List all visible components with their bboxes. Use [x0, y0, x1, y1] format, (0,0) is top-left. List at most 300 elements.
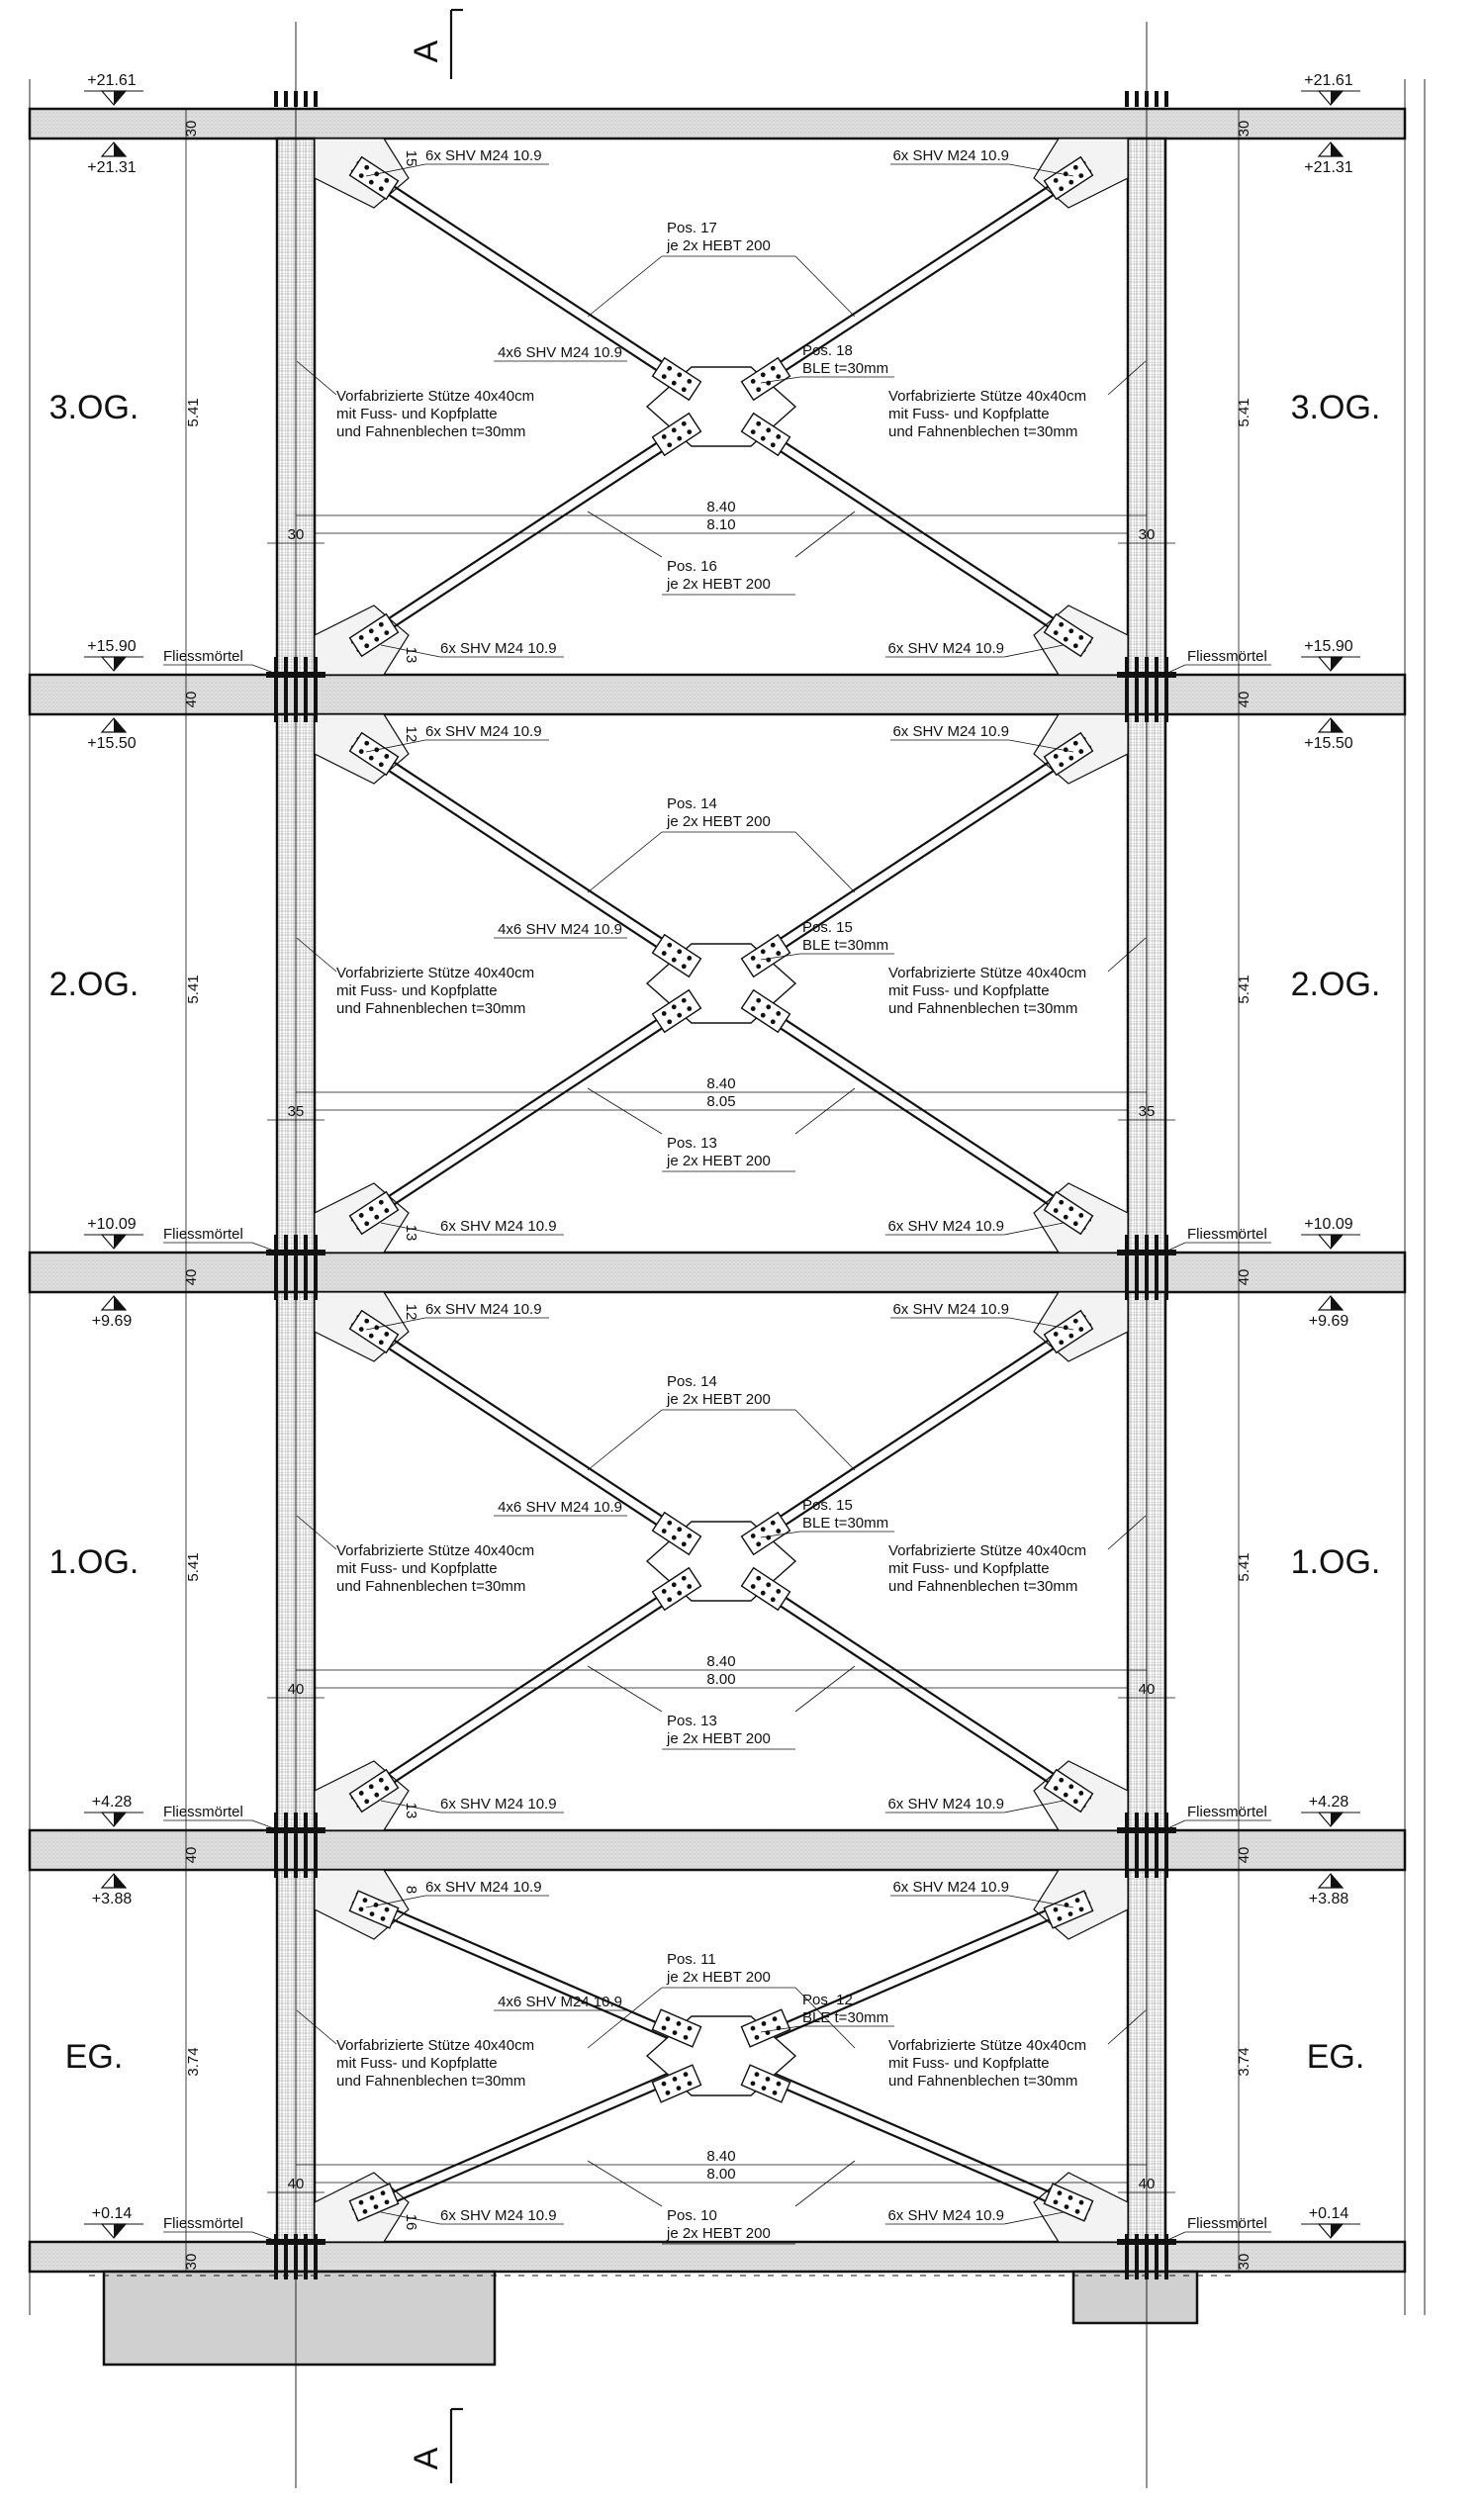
top-anchor — [294, 1235, 298, 1251]
bolt — [379, 762, 384, 767]
bolt — [766, 427, 771, 432]
bolt — [667, 1597, 672, 1602]
upper-diagonal-profile: je 2x HEBT 200 — [667, 1391, 771, 1408]
bolt — [1073, 741, 1078, 746]
col-width-right: 40 — [1138, 1681, 1156, 1698]
node-plate-label: BLE t=30mm — [802, 937, 889, 954]
bolt — [771, 1597, 776, 1602]
bolt — [369, 1784, 374, 1789]
node-plate-label: BLE t=30mm — [802, 2009, 889, 2026]
bolt — [687, 1584, 692, 1589]
bolt — [688, 2026, 693, 2031]
col-width-left: 35 — [287, 1103, 305, 1120]
bolt — [379, 622, 384, 627]
bolt — [1058, 1916, 1063, 1921]
bolt — [761, 372, 766, 377]
top-anchor — [1145, 91, 1149, 107]
level-value: +21.31 — [87, 159, 137, 176]
span-clear-value: 8.05 — [706, 1093, 736, 1110]
bolt — [1073, 1221, 1078, 1226]
level-value: +4.28 — [1308, 1794, 1349, 1811]
leader — [795, 1666, 855, 1712]
bolt — [756, 998, 761, 1003]
span-axis-value: 8.40 — [706, 2148, 736, 2165]
top-anchor — [274, 1235, 278, 1251]
bolt — [662, 1011, 667, 1016]
bolt — [359, 173, 364, 178]
bolt — [662, 2082, 667, 2087]
top-anchor — [294, 657, 298, 673]
bolt — [771, 1521, 776, 1526]
floor-slab — [30, 1253, 1405, 1292]
leader — [795, 512, 855, 557]
node-pos: Pos. 18 — [802, 342, 853, 359]
bolt — [1079, 1906, 1084, 1911]
mortar-label-left: Fliessmörtel — [163, 1226, 243, 1243]
bolt — [1054, 1786, 1059, 1791]
bolt — [384, 1786, 389, 1791]
top-left-bolt-label: 6x SHV M24 10.9 — [425, 147, 542, 164]
top-anchor — [314, 1235, 318, 1251]
bolt — [766, 1004, 771, 1009]
level-value: +21.61 — [1304, 72, 1353, 89]
storey-3 — [49, 714, 1381, 1253]
slab-thickness: 40 — [183, 1846, 200, 1864]
column-note-right: und Fahnenblechen t=30mm — [888, 1578, 1078, 1595]
slab-thickness: 30 — [1236, 120, 1252, 138]
foundations — [89, 2272, 1231, 2365]
bolt — [762, 2021, 767, 2026]
storey-1 — [65, 1870, 1365, 2244]
leader — [588, 512, 662, 557]
top-anchor — [304, 1813, 308, 1828]
bolt — [384, 1332, 389, 1337]
top-anchor — [314, 91, 318, 107]
storey-height: 5.41 — [185, 975, 202, 1004]
top-anchor — [1135, 657, 1139, 673]
gusset-dim-bottom: 13 — [403, 646, 419, 664]
bolt — [667, 1521, 672, 1526]
bolt — [370, 2195, 375, 2200]
column-note-right: mit Fuss- und Kopfplatte — [888, 1560, 1050, 1577]
floor-label: EG. — [64, 2038, 124, 2076]
top-anchor — [1164, 1813, 1168, 1828]
level-value: +10.09 — [1304, 1216, 1353, 1233]
column-note-left: Vorfabrizierte Stütze 40x40cm — [336, 965, 535, 981]
bolt — [662, 434, 667, 439]
bolt — [379, 1200, 384, 1205]
bolt — [776, 1589, 781, 1594]
level-marker — [84, 1794, 143, 1826]
bolt — [687, 1006, 692, 1011]
top-anchor — [1145, 657, 1149, 673]
bolt — [1059, 622, 1064, 627]
top-anchor — [1135, 1813, 1139, 1828]
bolt — [672, 427, 677, 432]
column-note-left: Vorfabrizierte Stütze 40x40cm — [336, 2037, 535, 2054]
bolt — [1054, 1332, 1059, 1337]
top-anchor — [1145, 1235, 1149, 1251]
bolt — [1073, 1319, 1078, 1324]
section-label-top: A — [408, 40, 445, 63]
span-clear-value: 8.00 — [706, 2166, 736, 2183]
bolt — [1068, 180, 1073, 185]
lower-diagonal-profile: je 2x HEBT 200 — [667, 2225, 771, 2242]
leader — [588, 832, 662, 892]
bolt — [667, 1019, 672, 1024]
bolt — [776, 951, 781, 956]
top-anchor — [284, 1235, 288, 1251]
bolt — [688, 2081, 693, 2086]
bolt — [756, 387, 761, 392]
floor-slab — [30, 1830, 1405, 1870]
bolt — [364, 643, 369, 648]
gusset-dim-top: 15 — [403, 149, 419, 167]
bolt — [1054, 630, 1059, 635]
top-anchor — [304, 91, 308, 107]
level-marker — [1304, 718, 1352, 752]
column-note-right: Vorfabrizierte Stütze 40x40cm — [888, 965, 1087, 981]
floor-label: 1.OG. — [48, 1543, 139, 1581]
bolt — [1079, 2200, 1084, 2205]
column-note-left: Vorfabrizierte Stütze 40x40cm — [336, 1542, 535, 1559]
bolt — [359, 749, 364, 754]
bolt — [1073, 1799, 1078, 1804]
level-value: +15.50 — [87, 735, 137, 752]
bolt — [662, 951, 667, 956]
bolt — [666, 2016, 671, 2021]
bolt — [682, 1576, 687, 1581]
bolt — [662, 1529, 667, 1534]
base-plate — [266, 2239, 325, 2245]
mortar-label-left: Fliessmörtel — [163, 2215, 243, 2232]
bracing — [49, 139, 1381, 2244]
bolt — [762, 2086, 767, 2091]
node-plate-label: BLE t=30mm — [802, 360, 889, 377]
column-note-right: und Fahnenblechen t=30mm — [888, 423, 1078, 440]
section-label-bottom: A — [408, 2447, 445, 2470]
top-anchor — [1125, 657, 1129, 673]
bolt — [1068, 1206, 1073, 1211]
bolt — [677, 436, 682, 441]
bolt — [751, 429, 756, 434]
bolt — [369, 628, 374, 633]
bolt — [384, 1208, 389, 1213]
bolt — [677, 1527, 682, 1532]
bolt — [374, 2204, 379, 2209]
bolt — [662, 2025, 667, 2030]
slab-thickness: 40 — [183, 691, 200, 708]
bolt — [359, 1906, 364, 1911]
bolt — [1068, 1784, 1073, 1789]
upper-diagonal-pos: Pos. 11 — [667, 1951, 716, 1968]
level-marker — [84, 2205, 143, 2238]
floor-slab — [30, 675, 1405, 714]
bolt — [682, 964, 687, 969]
mortar-label-left: Fliessmörtel — [163, 1804, 243, 1820]
column-note-right: Vorfabrizierte Stütze 40x40cm — [888, 388, 1087, 405]
bolt — [776, 1011, 781, 1016]
level-marker — [1309, 1874, 1349, 1907]
bolt — [756, 1541, 761, 1546]
upper-diagonal-profile: je 2x HEBT 200 — [667, 1969, 771, 1986]
bolt — [673, 2077, 678, 2082]
level-value: +15.90 — [1304, 638, 1353, 655]
col-width-right: 30 — [1138, 526, 1156, 543]
bottom-right-bolt-label: 6x SHV M24 10.9 — [887, 2207, 1004, 2224]
bolt — [1059, 1340, 1064, 1345]
bolt — [662, 1589, 667, 1594]
bolt — [751, 2081, 756, 2086]
bolt — [364, 741, 369, 746]
storey-height: 5.41 — [1236, 1552, 1252, 1582]
top-anchor — [284, 657, 288, 673]
bolt — [369, 1206, 374, 1211]
bolt — [761, 1013, 766, 1018]
bolt — [755, 2072, 760, 2077]
bolt — [677, 1591, 682, 1596]
top-right-bolt-label: 6x SHV M24 10.9 — [892, 147, 1009, 164]
foundation-left — [104, 2272, 495, 2365]
bolt — [761, 949, 766, 954]
leader — [588, 1088, 662, 1134]
mortar-label-right: Fliessmörtel — [1187, 648, 1267, 665]
column-note-left: mit Fuss- und Kopfplatte — [336, 2055, 498, 2072]
storey-height: 5.41 — [185, 398, 202, 427]
bolt — [672, 1004, 677, 1009]
slab-thickness: 40 — [1236, 1268, 1252, 1286]
bolt — [672, 1535, 677, 1540]
top-left-bolt-label: 6x SHV M24 10.9 — [425, 1879, 542, 1896]
level-marker — [1301, 1216, 1360, 1249]
top-anchor — [304, 1235, 308, 1251]
top-anchor — [274, 657, 278, 673]
top-left-bolt-label: 6x SHV M24 10.9 — [425, 1301, 542, 1318]
gusset-dim-bottom: 13 — [403, 1802, 419, 1819]
bolt — [1073, 165, 1078, 170]
bolt — [1075, 1898, 1080, 1903]
bolt — [682, 1541, 687, 1546]
bolt — [359, 635, 364, 640]
bolt — [755, 2035, 760, 2040]
bolt — [766, 2077, 771, 2082]
node-bolt-label: 4x6 SHV M24 10.9 — [498, 921, 622, 938]
top-anchor — [284, 91, 288, 107]
bolt — [751, 1006, 756, 1011]
top-anchor — [1155, 1813, 1159, 1828]
bolt — [756, 421, 761, 426]
top-anchor — [294, 91, 298, 107]
leader — [588, 1666, 662, 1712]
bolt — [684, 2035, 689, 2040]
slab-thickness: 40 — [1236, 1846, 1252, 1864]
gusset-dim-top: 12 — [403, 725, 419, 743]
bolt — [359, 2200, 364, 2205]
mortar-label-right: Fliessmörtel — [1187, 1226, 1267, 1243]
bolt — [1064, 747, 1068, 752]
floor-label: 3.OG. — [48, 389, 139, 426]
bolt — [381, 1916, 386, 1921]
bolt — [369, 756, 374, 761]
level-marker — [1301, 2205, 1360, 2238]
top-anchor — [1164, 1235, 1168, 1251]
bolt — [687, 956, 692, 961]
storey-4 — [49, 139, 1381, 675]
bolt — [379, 1340, 384, 1345]
gusset-dim-bottom: 16 — [403, 2213, 419, 2231]
span-axis-value: 8.40 — [706, 499, 736, 515]
bolt — [751, 379, 756, 384]
slab-thickness: 30 — [183, 120, 200, 138]
top-anchor — [1155, 1235, 1159, 1251]
bolt — [1078, 635, 1083, 640]
level-marker — [84, 1216, 143, 1249]
floor-slab — [30, 2242, 1405, 2272]
top-right-bolt-label: 6x SHV M24 10.9 — [892, 723, 1009, 740]
col-width-left: 40 — [287, 2176, 305, 2192]
column-note-right: mit Fuss- und Kopfplatte — [888, 2055, 1050, 2072]
bolt — [1068, 756, 1073, 761]
column-note-right: Vorfabrizierte Stütze 40x40cm — [888, 1542, 1087, 1559]
lower-diagonal-pos: Pos. 13 — [667, 1713, 717, 1729]
top-anchor — [314, 657, 318, 673]
lower-diagonal-pos: Pos. 16 — [667, 558, 717, 575]
bolt — [667, 442, 672, 447]
level-value: +3.88 — [1308, 1891, 1349, 1907]
bottom-left-bolt-label: 6x SHV M24 10.9 — [440, 640, 557, 657]
bolt — [369, 180, 374, 185]
leader — [795, 1088, 855, 1134]
top-anchor — [1155, 91, 1159, 107]
bolt — [1059, 762, 1064, 767]
top-anchor — [314, 1813, 318, 1828]
span-clear-value: 8.10 — [706, 516, 736, 533]
span-axis-value: 8.40 — [706, 1075, 736, 1092]
top-anchor — [1125, 1235, 1129, 1251]
bolt — [1064, 637, 1068, 642]
bolt — [369, 1334, 374, 1339]
level-marker — [1304, 142, 1352, 176]
storey-height: 5.41 — [185, 1552, 202, 1582]
bolt — [761, 436, 766, 441]
column-note-right: und Fahnenblechen t=30mm — [888, 1000, 1078, 1017]
bolt — [672, 381, 677, 386]
bolt — [1054, 1907, 1059, 1912]
bolt — [771, 366, 776, 371]
bolt — [756, 1576, 761, 1581]
top-anchor — [1155, 657, 1159, 673]
lower-diagonal-profile: je 2x HEBT 200 — [667, 1730, 771, 1747]
upper-diagonal-profile: je 2x HEBT 200 — [667, 237, 771, 254]
floor-label: 1.OG. — [1290, 1543, 1381, 1581]
bolt — [363, 1898, 368, 1903]
bottom-left-bolt-label: 6x SHV M24 10.9 — [440, 1218, 557, 1235]
lower-diagonal-pos: Pos. 13 — [667, 1135, 717, 1152]
level-marker — [92, 1874, 133, 1907]
level-value: +0.14 — [1308, 2205, 1349, 2222]
bolt — [677, 2086, 682, 2091]
bolt — [381, 2190, 386, 2195]
column-note-left: mit Fuss- und Kopfplatte — [336, 1560, 498, 1577]
level-marker — [87, 718, 136, 752]
bolt — [384, 630, 389, 635]
bolt — [1075, 2209, 1080, 2214]
bolt — [385, 2199, 390, 2204]
floor-label: 2.OG. — [1290, 966, 1381, 1003]
leader — [795, 1410, 855, 1470]
slab-thickness: 30 — [183, 2253, 200, 2271]
top-right-bolt-label: 6x SHV M24 10.9 — [892, 1301, 1009, 1318]
column-note-left: und Fahnenblechen t=30mm — [336, 423, 526, 440]
bolt — [370, 1911, 375, 1916]
level-marker — [1301, 72, 1360, 105]
bolt — [682, 998, 687, 1003]
col-width-left: 40 — [287, 1681, 305, 1698]
bolt — [684, 2072, 689, 2077]
bolt — [677, 372, 682, 377]
floor-label: EG. — [1306, 2038, 1365, 2076]
top-anchor — [304, 657, 308, 673]
bolt — [662, 374, 667, 379]
column-note-left: mit Fuss- und Kopfplatte — [336, 406, 498, 422]
bolt — [364, 1799, 369, 1804]
bolt — [379, 186, 384, 191]
top-anchor — [274, 91, 278, 107]
node-bolt-label: 4x6 SHV M24 10.9 — [498, 1994, 622, 2010]
bolt — [677, 1013, 682, 1018]
bolt — [384, 178, 389, 183]
column-note-left: Vorfabrizierte Stütze 40x40cm — [336, 388, 535, 405]
bolt — [1054, 178, 1059, 183]
node-pos: Pos. 12 — [802, 1992, 853, 2008]
span-axis-value: 8.40 — [706, 1653, 736, 1670]
top-anchor — [1135, 1235, 1139, 1251]
column-note-left: und Fahnenblechen t=30mm — [336, 2073, 526, 2090]
bolt — [1058, 2190, 1063, 2195]
level-value: +4.28 — [91, 1794, 133, 1811]
level-value: +15.90 — [87, 638, 137, 655]
bottom-left-bolt-label: 6x SHV M24 10.9 — [440, 1796, 557, 1813]
gusset-dim-bottom: 13 — [403, 1224, 419, 1242]
bolt — [667, 943, 672, 948]
level-marker — [84, 638, 143, 671]
node-bolt-label: 4x6 SHV M24 10.9 — [498, 344, 622, 361]
leader — [795, 256, 855, 317]
slab-thickness: 40 — [183, 1268, 200, 1286]
leader — [795, 832, 855, 892]
bolt — [1073, 643, 1078, 648]
bolt — [1068, 628, 1073, 633]
bolt — [1078, 1327, 1083, 1332]
bolt — [1054, 2199, 1059, 2204]
floor-slab — [30, 109, 1405, 139]
leader — [588, 1410, 662, 1470]
upper-diagonal-pos: Pos. 17 — [667, 220, 717, 236]
bolt — [766, 1582, 771, 1587]
bolt — [374, 1215, 379, 1220]
bolt — [374, 637, 379, 642]
bolt — [677, 949, 682, 954]
col-width-right: 35 — [1138, 1103, 1156, 1120]
bolt — [776, 1529, 781, 1534]
bolt — [359, 1327, 364, 1332]
bolt — [1064, 1325, 1068, 1330]
top-anchor — [294, 1813, 298, 1828]
bolt — [1078, 1213, 1083, 1218]
bolt — [771, 442, 776, 447]
bolt — [771, 943, 776, 948]
level-marker — [1309, 1296, 1349, 1330]
